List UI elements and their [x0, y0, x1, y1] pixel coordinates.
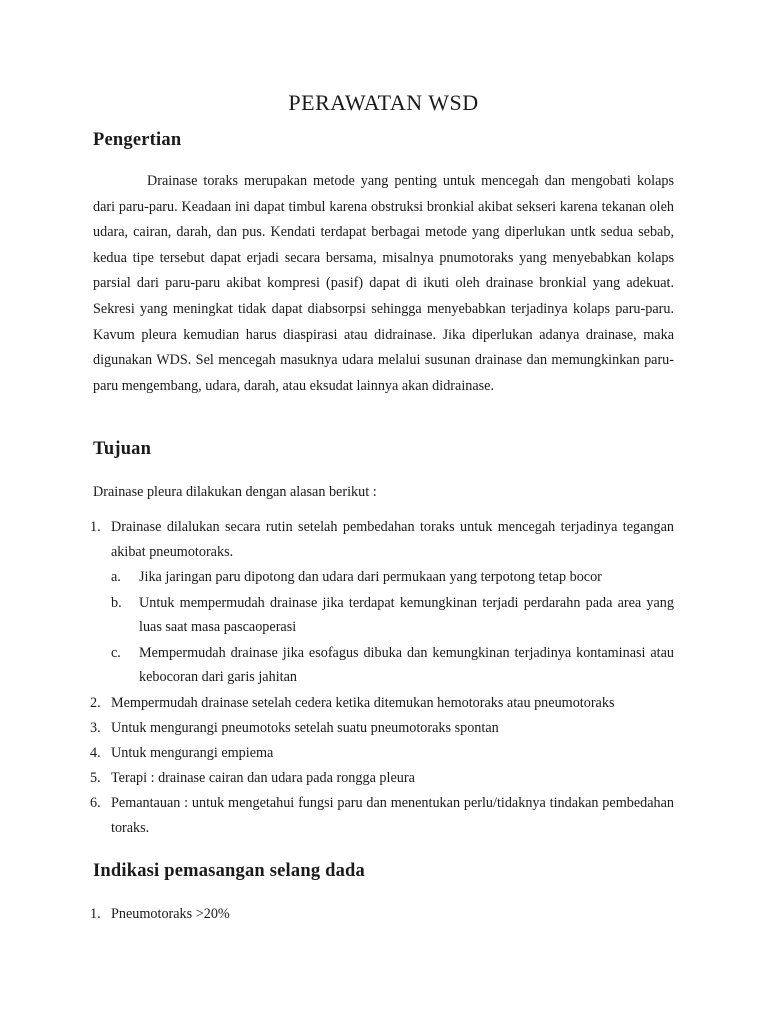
- list-item-text: Terapi : drainase cairan dan udara pada rongga pleura: [111, 770, 415, 787]
- list-item-text: Drainase dilalukan secara rutin setelah pembedahan toraks untuk mencegah terjadinya tegangan akibat pneumotoraks.: [111, 519, 674, 560]
- list-marker: 5.: [90, 770, 101, 787]
- sublist-item: [111, 641, 674, 690]
- sublist-marker: b.: [111, 594, 122, 611]
- list-item: [90, 716, 674, 741]
- list-item-text: Untuk mengurangi empiema: [111, 744, 274, 761]
- sublist-marker: c.: [111, 644, 121, 661]
- list-marker: 6.: [90, 795, 101, 812]
- sublist-item-text: Mempermudah drainase jika esofagus dibuka dan kemungkinan terjadinya kontaminasi atau kebocoran dari garis jahitan: [139, 644, 674, 686]
- indikasi-list: [90, 902, 674, 927]
- list-marker: 1.: [90, 519, 101, 535]
- tujuan-list: [90, 515, 674, 841]
- paragraph-pengertian: Drainase toraks merupakan metode yang penting untuk mencegah dan mengobati kolaps dari paru-paru. Keadaan ini dapat timbul karena obstruksi bronkial akibat sekseri karena tekanan oleh udara, cairan, darah, dan pus. Kendati terdapat berbagai metode yang diperlukan untk sedua sebab, kedua tipe tersebut dapat erjadi secara bersama, misalnya pnumotoraks yang menyebabkan kolaps parsial dari paru-paru akibat kompresi (pasif) dapat di ikuti oleh drainase bronkial yang adekuat. Sekresi yang meningkat tidak dapat diabsorpsi sehingga menyebabkan terjadinya kolaps paru-paru. Kavum pleura kemudian harus diaspirasi atau didrainase. Jika diperlukan adanya drainase, maka digunakan WDS. Sel mencegah masuknya udara melalui susunan drainase dan memungkinkan paru-paru mengembang, udara, darah, atau eksudat lainnya akan didrainase.: [93, 173, 674, 394]
- list-item-text: Untuk mengurangi pneumotoks setelah suatu pneumotoraks spontan: [111, 719, 499, 736]
- list-marker: 3.: [90, 719, 101, 736]
- sublist-item-text: Jika jaringan paru dipotong dan udara dari permukaan yang terpotong tetap bocor: [139, 569, 602, 586]
- document-title: PERAWATAN WSD: [288, 90, 479, 115]
- list-item: [90, 691, 674, 716]
- tujuan-intro: Drainase pleura dilakukan dengan alasan berikut :: [93, 484, 377, 500]
- heading-tujuan: Tujuan: [93, 439, 152, 459]
- list-item: [90, 791, 674, 840]
- tujuan-sublist: [111, 565, 674, 690]
- heading-pengertian: Pengertian: [93, 130, 182, 150]
- sublist-item-text: Untuk mempermudah drainase jika terdapat kemungkinan terjadi perdarahn pada area yang luas saat masa pascaoperasi: [139, 594, 674, 636]
- list-item: [90, 741, 674, 766]
- list-item-text: Pneumotoraks >20%: [111, 906, 230, 922]
- list-item-text: Pemantauan : untuk mengetahui fungsi paru dan menentukan perlu/tidaknya tindakan pembedahan toraks.: [111, 795, 674, 836]
- list-marker: 1.: [90, 906, 101, 922]
- list-marker: 4.: [90, 744, 101, 761]
- list-item: [90, 515, 674, 690]
- list-item-text: Mempermudah drainase setelah cedera ketika ditemukan hemotoraks atau pneumotoraks: [111, 694, 615, 711]
- list-item: [90, 902, 674, 927]
- list-item: [90, 766, 674, 791]
- list-marker: 2.: [90, 694, 101, 711]
- sublist-item: [111, 565, 674, 590]
- sublist-item: [111, 591, 674, 640]
- sublist-marker: a.: [111, 569, 121, 586]
- heading-indikasi: Indikasi pemasangan selang dada: [93, 861, 365, 881]
